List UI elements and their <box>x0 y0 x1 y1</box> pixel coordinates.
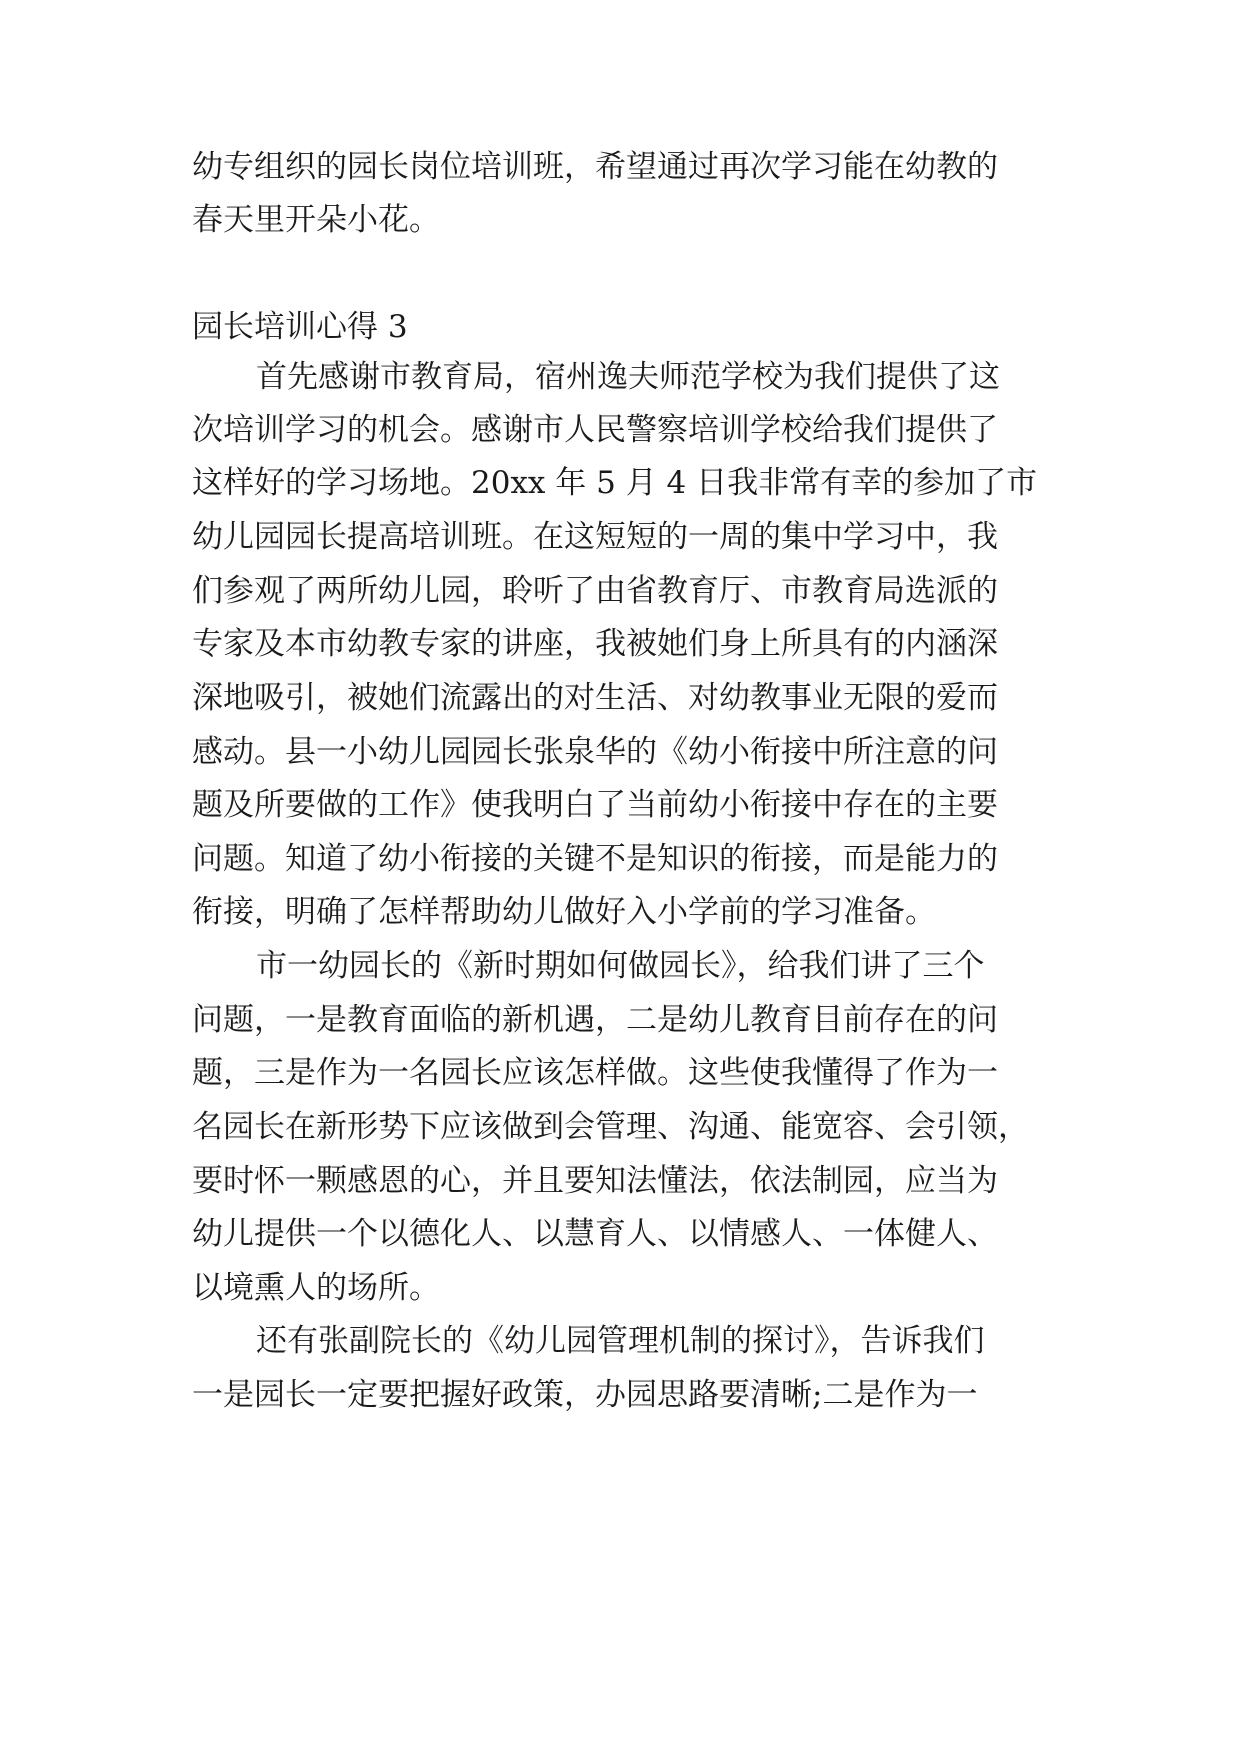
paragraph-line: 首先感谢市教育局，宿州逸夫师范学校为我们提供了这 <box>256 359 1000 395</box>
section-title: 园长培训心得 3 <box>192 309 408 345</box>
intro-line: 幼专组织的园长岗位培训班，希望通过再次学习能在幼教的 <box>192 149 998 185</box>
paragraph-line: 要时怀一颗感恩的心，并且要知法懂法，依法制园，应当为 <box>192 1163 998 1199</box>
paragraph-line: 衔接，明确了怎样帮助幼儿做好入小学前的学习准备。 <box>192 894 936 930</box>
paragraph-line: 名园长在新形势下应该做到会管理、沟通、能宽容、会引领， <box>192 1109 1029 1145</box>
paragraph-line: 感动。县一小幼儿园园长张泉华的《幼小衔接中所注意的问 <box>192 734 998 770</box>
paragraph-line: 题，三是作为一名园长应该怎样做。这些使我懂得了作为一 <box>192 1055 998 1091</box>
paragraph-line: 幼儿提供一个以德化人、以慧育人、以情感人、一体健人、 <box>192 1216 998 1252</box>
paragraph-line: 题及所要做的工作》使我明白了当前幼小衔接中存在的主要 <box>192 787 998 823</box>
document-body <box>192 0 1072 1754</box>
paragraph-line: 市一幼园长的《新时期如何做园长》，给我们讲了三个 <box>256 948 985 984</box>
paragraph-line: 问题。知道了幼小衔接的关键不是知识的衔接，而是能力的 <box>192 841 998 877</box>
intro-line: 春天里开朵小花。 <box>192 202 440 238</box>
paragraph-line: 这样好的学习场地。20xx 年 5 月 4 日我非常有幸的参加了市 <box>192 465 1038 501</box>
paragraph-line: 以境熏人的场所。 <box>192 1270 440 1306</box>
paragraph-line: 问题，一是教育面临的新机遇，二是幼儿教育目前存在的问 <box>192 1002 998 1038</box>
paragraph-line: 幼儿园园长提高培训班。在这短短的一周的集中学习中，我 <box>192 519 998 555</box>
paragraph-line: 深地吸引，被她们流露出的对生活、对幼教事业无限的爱而 <box>192 680 998 716</box>
paragraph-line: 一是园长一定要把握好政策，办园思路要清晰;二是作为一 <box>192 1377 978 1413</box>
paragraph-line: 们参观了两所幼儿园，聆听了由省教育厅、市教育局选派的 <box>192 573 998 609</box>
paragraph-line: 专家及本市幼教专家的讲座，我被她们身上所具有的内涵深 <box>192 626 998 662</box>
paragraph-line: 次培训学习的机会。感谢市人民警察培训学校给我们提供了 <box>192 412 998 448</box>
paragraph-line: 还有张副院长的《幼儿园管理机制的探讨》，告诉我们 <box>256 1323 985 1359</box>
